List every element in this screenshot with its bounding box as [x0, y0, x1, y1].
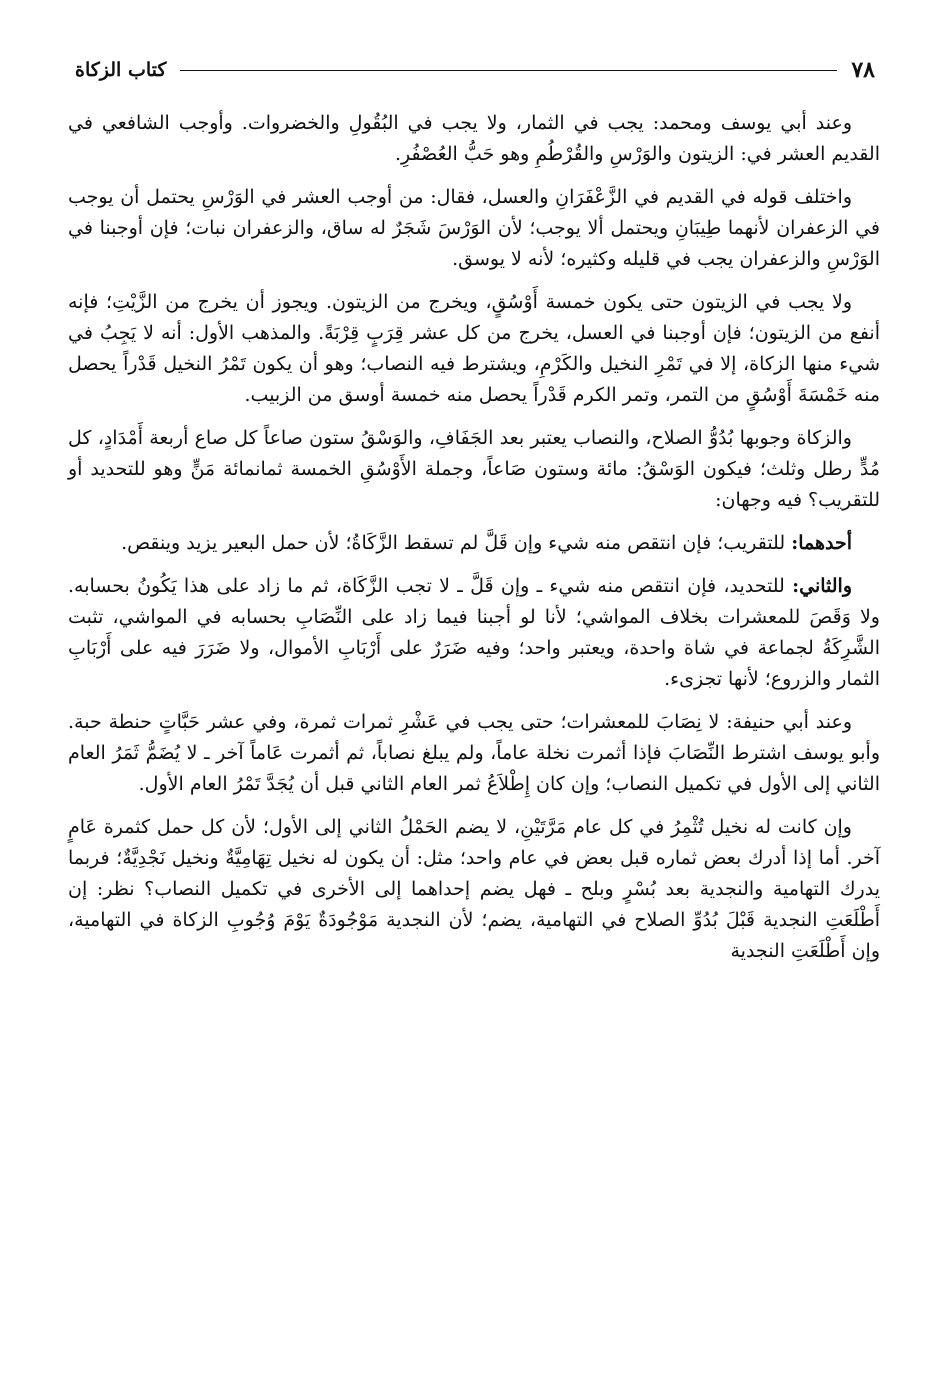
paragraph-5: [68, 528, 880, 559]
paragraph-8: [68, 812, 880, 967]
paragraph-4: [68, 423, 880, 516]
page-number: ٧٨: [851, 57, 875, 83]
paragraph-text: وعند أبي يوسف ومحمد: يجب في الثمار، ولا يجب في البُقُولِ والخضروات. وأوجب الشافعي في القديم العشر في: الزيتون والوَرْسِ والقُرْطُمِ وهو حَبُّ العُصْفُرِ.: [68, 112, 880, 165]
paragraph-text: ولا يجب في الزيتون حتى يكون خمسة أَوْسُقٍ، ويخرج من الزيتون. ويجوز أن يخرج من الزَّيْتِ؛ فإنه أنفع من الزيتون؛ فإن أوجبنا في العسل، يخرج من كل عشر قِرَبٍ قِرْبَةً. والمذهب الأول: أنه لا يَجِبُ في شيء منها الزكاة، إلا في تَمْرِ النخيل والكَرْمِ، ويشترط فيه النصاب؛ وهو أن يكون تَمْرُ النخيل قَدْراً يحصل منه خَمْسَةَ أَوْسُقٍ من التمر، وتمر الكرم قَدْراً يحصل منه خمسة أوسق من الزبيب.: [68, 291, 880, 406]
paragraph-text: للتحديد، فإن انتقص منه شيء ـ وإن قَلَّ ـ لا تجب الزَّكَاة، ثم ما زاد على هذا يَكُونُ بحسابه. ولا وَقَصَ للمعشرات بخلاف المواشي؛ لأنا لو أجبنا فيما زاد على النِّصَابِ بحسابه في المواشي، تثبت الشَّرِكَةُ لجماعة في شاة واحدة، ويعتبر واحد؛ وفيه ضَرَرٌ على أَرْبَابِ الأموال، ولا ضَرَرَ فيه على أَرْبَابِ الثمار والزروع؛ لأنها تجزىء.: [68, 575, 880, 690]
paragraph-text: وإن كانت له نخيل تُثْمِرُ في كل عام مَرَّتَيْنِ، لا يضم الحَمْلُ الثاني إلى الأول؛ لأن كل حمل كثمرة عَامٍ آخر. أما إذا أدرك بعض ثماره قبل بعض في عام واحد؛ مثل: أن يكون له نخيل تِهَامِيَّةٌ ونخيل نَجْدِيَّةٌ؛ فربما يدرك التهامية والنجدية بعد بُسْرٍ وبلح ـ فهل يضم إحداهما إلى الأخرى في تكميل النصاب؟ نظر: إن أَطْلَعَتِ النجدية قَبْلَ بُدُوِّ الصلاح في التهامية، يضم؛ لأن النجدية مَوْجُودَةٌ يَوْمَ وُجُوبِ الزكاة في التهامية، وإن أَطْلَعَتِ النجدية: [68, 816, 880, 962]
paragraph-7: [68, 707, 880, 800]
paragraph-text: للتقريب؛ فإن انتقص منه شيء وإن قَلَّ لم تسقط الزَّكَاةُ؛ لأن حمل البعير يزيد وينقص.: [121, 532, 792, 554]
page-header: [75, 52, 875, 88]
paragraph-lead: والثاني:: [792, 575, 852, 597]
header-rule: [180, 70, 837, 71]
paragraph-text: وعند أبي حنيفة: لا نِصَابَ للمعشرات؛ حتى يجب في عَشْرِ ثمرات ثمرة، وفي عشر حَبَّاتٍ حنطة حبة. وأبو يوسف اشترط النِّصَابَ فإذا أثمرت نخلة عاماً، ولم يبلغ نصاباً، ثم أثمرت عَاماً آخر ـ لا يُضَمُّ ثَمَرُ العام الثاني إلى الأول في تكميل النصاب؛ وإن كان إِطْلاَعُ ثمر العام الثاني قبل أن يُجَدَّ تَمْرُ العام الأول.: [68, 711, 880, 795]
paragraph-3: [68, 287, 880, 411]
paragraph-2: [68, 182, 880, 275]
paragraph-text: واختلف قوله في القديم في الزَّعْفَرَانِ والعسل، فقال: من أوجب العشر في الوَرْسِ يحتمل أن يوجب في الزعفران لأنهما طِيبَانِ ويحتمل ألا يوجب؛ لأن الوَرْسَ شَجَرٌ له ساق، والزعفران نبات؛ فإن أوجبنا في الوَرْسِ والزعفران يجب في قليله وكثيره؛ لأنه لا يوسق.: [68, 186, 880, 270]
paragraph-lead: أحدهما:: [791, 532, 852, 554]
book-title: كتاب الزكاة: [75, 59, 167, 81]
paragraph-1: [68, 108, 880, 170]
paragraph-6: [68, 571, 880, 695]
paragraph-text: والزكاة وجوبها بُدُوُّ الصلاح، والنصاب يعتبر بعد الجَفَافِ، والوَسْقُ ستون صاعاً كل صاع أربعة أَمْدَادٍ، كل مُدٍّ رطل وثلث؛ فيكون الوَسْقُ: مائة وستون صَاعاً، وجملة الأَوْسُقِ الخمسة ثمانمائة مَنٍّ وهو للتحديد أو للتقريب؟ فيه وجهان:: [68, 427, 880, 511]
page-body: [68, 108, 880, 979]
